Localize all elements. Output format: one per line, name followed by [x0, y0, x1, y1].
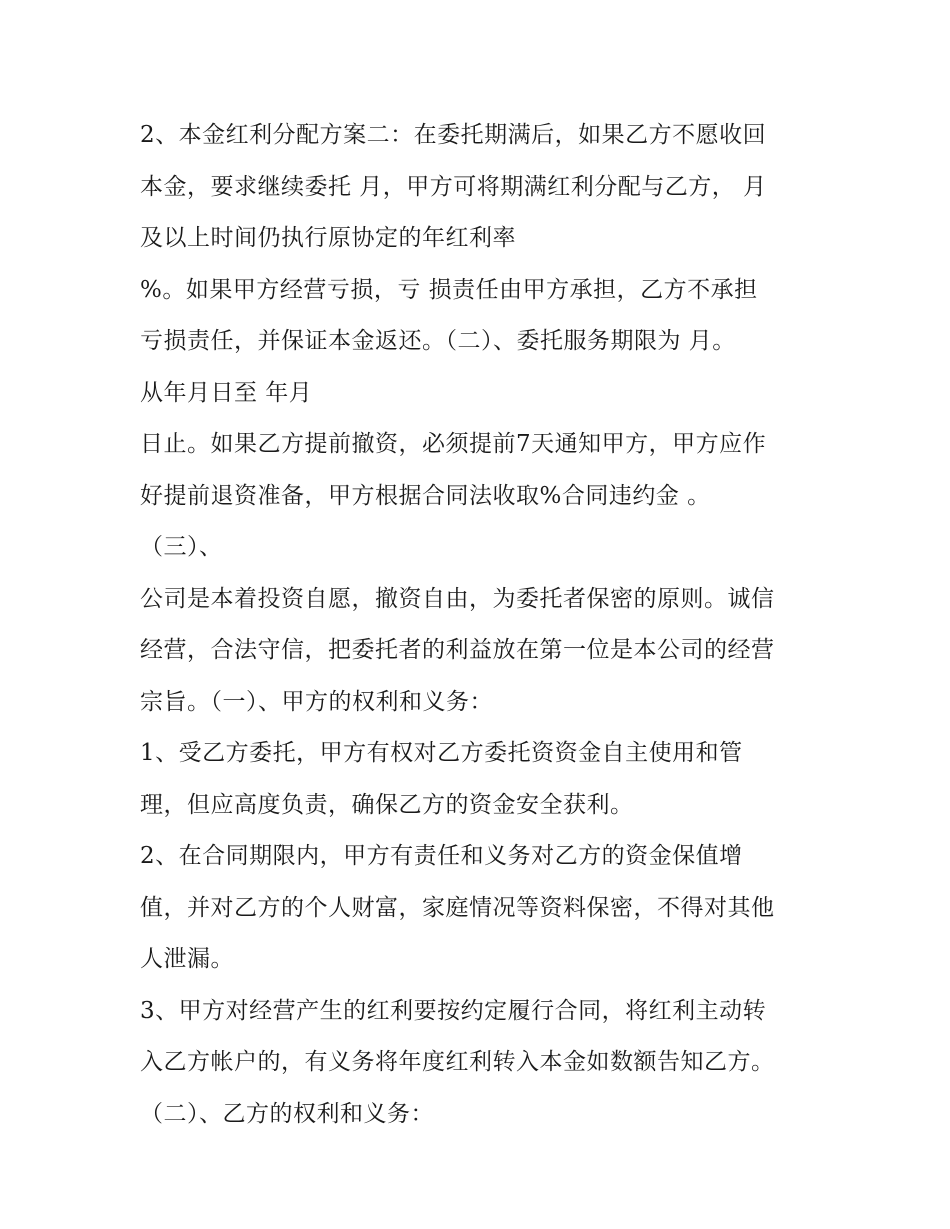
text-line: 亏损责任，并保证本金返还。（二）、委托服务期限为 月。	[140, 328, 736, 354]
text-line: （二）、乙方的权利和义务：	[140, 1100, 434, 1127]
text-line: （三）、	[140, 534, 223, 560]
text-line: 经营，合法守信，把委托者的利益放在第一位是本公司的经营	[140, 637, 775, 663]
text-line: %。如果甲方经营亏损，亏 损责任由甲方承担，乙方不承担	[140, 276, 758, 303]
text-line: 宗旨。（一）、甲方的权利和义务：	[140, 688, 493, 715]
text-line: 2、在合同期限内，甲方有责任和义务对乙方的资金保值增	[140, 843, 743, 869]
text-line: 值，并对乙方的个人财富，家庭情况等资料保密，不得对其他	[140, 894, 775, 921]
text-line: 好提前退资准备，甲方根据合同法收取%合同违约金 。	[140, 482, 711, 509]
text-line: 1、受乙方委托，甲方有权对乙方委托资资金自主使用和管	[140, 740, 743, 766]
text-line: 2、本金红利分配方案二：在委托期满后，如果乙方不愿收回	[140, 122, 767, 148]
text-line: 公司是本着投资自愿，撤资自由，为委托者保密的原则。诚信	[140, 585, 775, 612]
text-line: 人泄漏。	[140, 946, 234, 972]
document-body	[140, 110, 840, 1140]
text-line: 日止。如果乙方提前撤资，必须提前7天通知甲方，甲方应作	[140, 431, 767, 457]
text-line: 3、甲方对经营产生的红利要按约定履行合同，将红利主动转	[140, 997, 767, 1024]
text-line: 及以上时间仍执行原协定的年红利率	[140, 225, 516, 251]
text-line: 从年月日至 年月	[140, 379, 313, 406]
text-line: 理，但应高度负责，确保乙方的资金安全获利。	[140, 791, 634, 818]
text-line: 本金，要求继续委托 月，甲方可将期满红利分配与乙方， 月	[140, 173, 767, 200]
text-line: 入乙方帐户的，有义务将年度红利转入本金如数额告知乙方。	[140, 1049, 775, 1075]
